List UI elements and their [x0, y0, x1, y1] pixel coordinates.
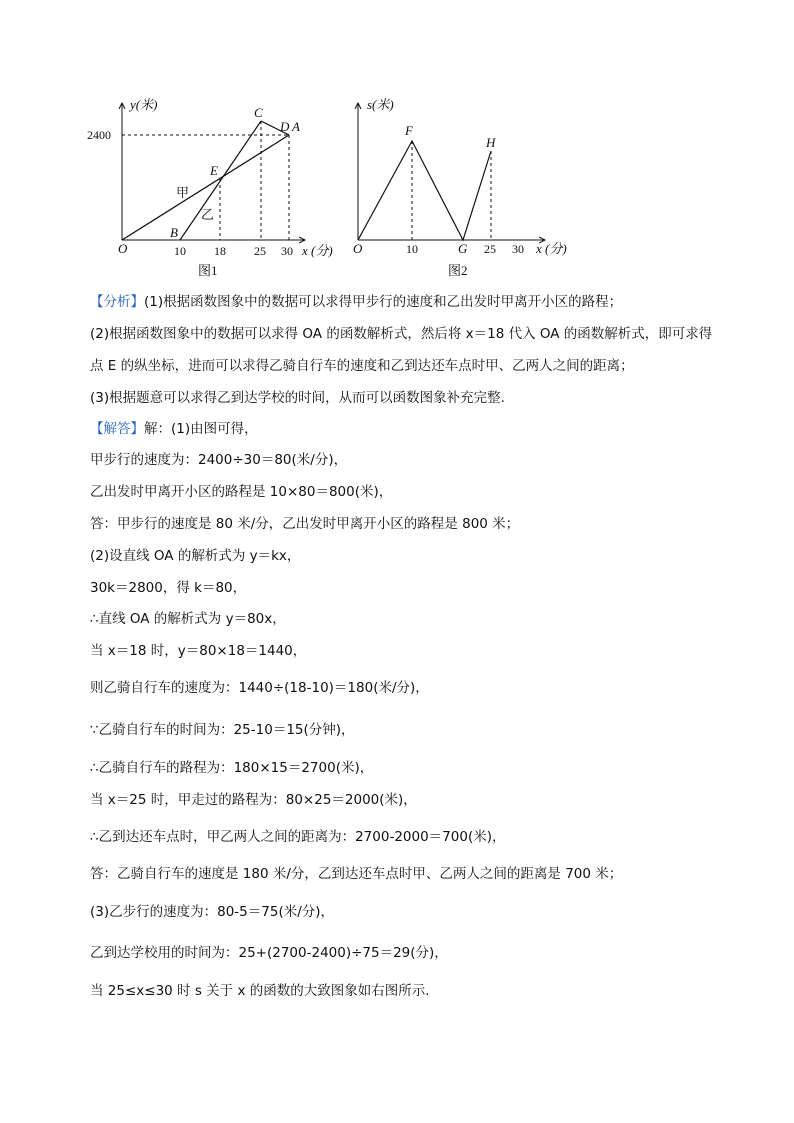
solution-line: 甲步行的速度为：2400÷30＝80(米/分)，: [90, 452, 348, 468]
figure-2: [345, 95, 580, 280]
fig1-label-yi: 乙: [201, 207, 215, 222]
fig1-x-tick-25: 25: [254, 244, 266, 258]
fig2-point-F: F: [405, 123, 413, 138]
solution-line: 30k＝2800，得 k＝80，: [90, 580, 247, 596]
solution-line: 答：甲步行的速度是 80 米/分，乙出发时甲离开小区的路程是 800 米；: [90, 516, 520, 532]
figure-1: [85, 95, 333, 280]
solution-tag: 【解答】: [90, 421, 144, 437]
solution-line: ∵乙骑自行车的时间为：25-10＝15(分钟)，: [90, 722, 355, 738]
fig1-caption: 图1: [198, 263, 218, 278]
solution-line: 当 x＝25 时，甲走过的路程为：80×25＝2000(米)，: [90, 792, 417, 808]
fig2-x-tick-25: 25: [484, 242, 496, 256]
fig2-point-G: G: [458, 241, 468, 256]
fig1-x-axis-label: x (分): [302, 243, 333, 258]
solution-line: (3)乙步行的速度为：80-5＝75(米/分)，: [90, 904, 335, 920]
analysis-p2b: 点 E 的纵坐标，进而可以求得乙骑自行车的速度和乙到达还车点时甲、乙两人之间的距离；: [90, 358, 634, 374]
solution-line: ∴直线 OA 的解析式为 y＝80x，: [90, 611, 286, 627]
fig2-graph-line: [358, 141, 491, 240]
analysis-line-1: [90, 292, 622, 312]
solution-line: ∴乙骑自行车的路程为：180×15＝2700(米)，: [90, 760, 374, 776]
fig1-x-tick-10: 10: [174, 244, 186, 258]
fig2-x-axis-label: x (分): [536, 241, 567, 256]
fig1-y-axis-label: y(米): [130, 97, 158, 112]
fig1-x-tick-30: 30: [281, 244, 293, 258]
solution-line: 当 25≤x≤30 时 s 关于 x 的函数的大致图象如右图所示．: [90, 983, 439, 999]
analysis-p1: (1)根据函数图象中的数据可以求得甲步行的速度和乙出发时甲离开小区的路程；: [144, 294, 623, 310]
fig2-x-tick-30: 30: [512, 242, 524, 256]
fig1-y-tick-2400: 2400: [87, 128, 111, 142]
solution-line: 乙出发时甲离开小区的路程是 10×80＝800(米)，: [90, 484, 393, 500]
fig2-origin: O: [353, 241, 363, 256]
solution-line: 答：乙骑自行车的速度是 180 米/分，乙到达还车点时甲、乙两人之间的距离是 700 米；: [90, 866, 623, 882]
solution-line: ∴乙到达还车点时，甲乙两人之间的距离为：2700-2000＝700(米)，: [90, 829, 506, 845]
solution-line: (2)设直线 OA 的解析式为 y＝kx，: [90, 548, 301, 564]
fig2-point-H: H: [486, 135, 496, 150]
solution-line: 则乙骑自行车的速度为：1440÷(18-10)＝180(米/分)，: [90, 680, 429, 696]
analysis-tag: 【分析】: [90, 294, 144, 310]
fig2-y-axis-label: s(米): [367, 97, 394, 112]
analysis-p2a: (2)根据函数图象中的数据可以求得 OA 的函数解析式，然后将 x＝18 代入 OA 的函数解析式，即可求得: [90, 326, 713, 342]
fig1-point-C: C: [254, 105, 263, 120]
fig1-origin: O: [118, 241, 128, 256]
fig1-line-jia-OA: [122, 135, 289, 240]
fig1-label-jia: 甲: [176, 185, 190, 200]
analysis-p3: (3)根据题意可以求得乙到达学校的时间，从而可以函数图象补充完整．: [90, 390, 515, 406]
fig2-x-tick-10: 10: [406, 242, 418, 256]
fig2-caption: 图2: [448, 263, 468, 278]
solution-intro: 解：(1)由图可得，: [144, 421, 258, 437]
fig1-point-A: A: [292, 119, 300, 134]
solution-line: 乙到达学校用的时间为：25+(2700-2400)÷75＝29(分)，: [90, 945, 448, 961]
solution-intro-line: [90, 419, 258, 439]
fig1-point-D: D: [280, 119, 290, 134]
fig1-point-E: E: [210, 163, 218, 178]
fig1-x-tick-18: 18: [214, 244, 226, 258]
fig1-point-B: B: [170, 225, 178, 240]
solution-line: 当 x＝18 时，y＝80×18＝1440，: [90, 643, 307, 659]
